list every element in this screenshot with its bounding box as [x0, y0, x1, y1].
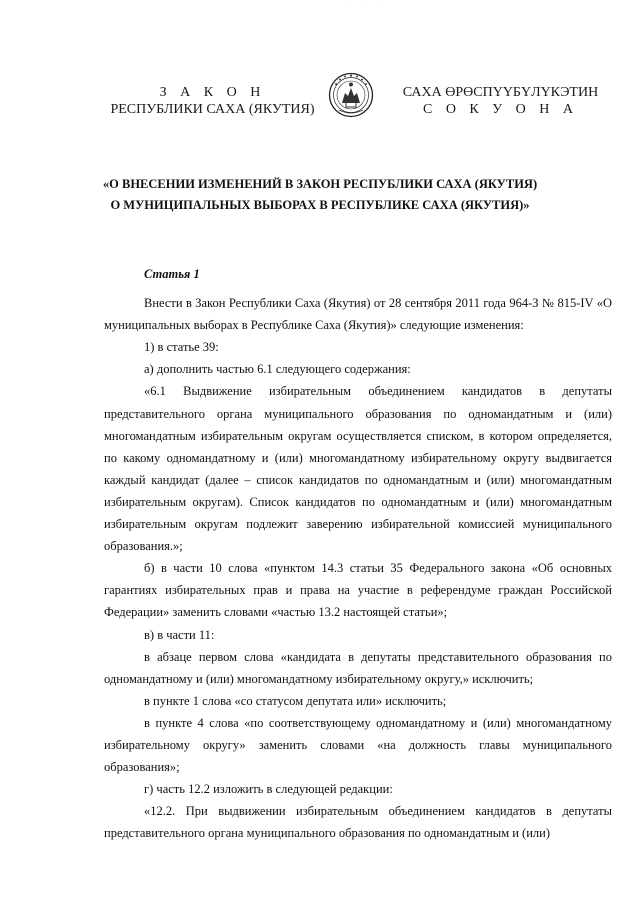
document-header [0, 72, 640, 142]
document-title [100, 174, 540, 216]
document-body [104, 263, 612, 844]
paragraph: а) дополнить частью 6.1 следующего содержания: [144, 362, 411, 377]
paragraph: в абзаце первом слова «кандидата в депутаты представительного образования по одномандатному и (или) многомандатному избирательному округу,» исключить; [104, 649, 612, 686]
title-line-2: О МУНИЦИПАЛЬНЫХ ВЫБОРАХ В РЕСПУБЛИКЕ САХА (ЯКУТИЯ)» [110, 198, 530, 212]
paragraph: «12.2. При выдвижении избирательным объединением кандидатов в депутаты представительного органа муниципального образования по одномандатным и (или) [104, 804, 612, 841]
header-right [378, 84, 623, 118]
paragraph: «6.1 Выдвижение избирательным объединением кандидатов в депутаты представительного органа муниципального образования по одномандатным и (или) многомандатным избирательным округам осуществляется списком, в котором определяется, по какому одномандатному и (или) многомандатному избирательному округу выдвигается каждый кандидат (далее – список кандидатов по одномандатным и (или) многомандатным избирательным округам). Список кандидатов по одномандатным и (или) многомандатным избирательным округам подлежит заверению избирательной комиссией муниципального образования.»; [104, 384, 612, 554]
paragraph: 1) в статье 39: [144, 340, 219, 355]
paragraph: в пункте 1 слова «со статусом депутата или» исключить; [144, 693, 447, 708]
coat-of-arms-icon [328, 72, 374, 118]
scan-mark: · · · [350, 4, 389, 10]
title-line-1: «О ВНЕСЕНИИ ИЗМЕНЕНИЙ В ЗАКОН РЕСПУБЛИКИ САХА (ЯКУТИЯ) [102, 177, 538, 191]
paragraph: б) в части 10 слова «пунктом 14.3 статьи 35 Федерального закона «Об основных гарантиях избирательных прав и права на участие в референдуме граждан Российской Федерации» заменить словами «частью 13.2 настоящей статьи»; [104, 561, 612, 620]
paragraph: г) часть 12.2 изложить в следующей редакции: [144, 782, 393, 797]
header-left-line2: РЕСПУБЛИКИ САХА (ЯКУТИЯ) [110, 102, 315, 117]
paragraph: Внести в Закон Республики Саха (Якутия) от 28 сентября 2011 года 964-З № 815-IV «О муниципальных выборах в Республике Саха (Якутия)» следующие изменения: [104, 296, 612, 333]
paragraph: в) в части 11: [144, 627, 215, 642]
paragraph: в пункте 4 слова «по соответствующему одномандатному и (или) многомандатному избирательному округу» заменить словами «на должность главы муниципального образования»; [104, 715, 612, 775]
header-left-line1: З А К О Н [159, 85, 266, 100]
article-heading: Статья 1 [144, 267, 200, 281]
header-right-line1: САХА ӨРӨСПҮҮБҮЛҮКЭТИН [402, 85, 599, 100]
header-left [100, 84, 325, 118]
header-right-line2: С О К У О Н А [422, 102, 579, 117]
